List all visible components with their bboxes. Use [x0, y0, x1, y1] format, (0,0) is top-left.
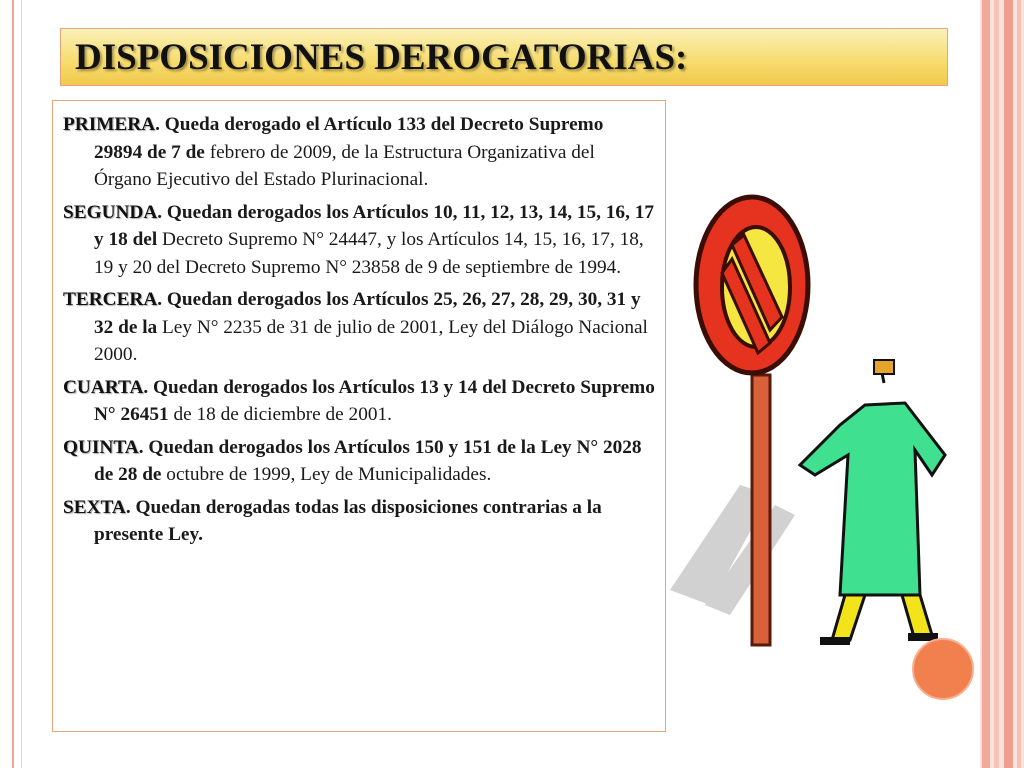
- paragraph-label: SEXTA: [63, 496, 126, 518]
- paragraph-label: QUINTA: [63, 436, 139, 458]
- paragraph-bold-text: . Quedan derogados los Artículos 150 y 151 de la Ley N° 2028 de 28 de: [94, 436, 642, 485]
- paragraph-label: PRIMERA: [63, 114, 156, 135]
- person-leg-right: [902, 595, 932, 637]
- right-decor-stripes: [980, 0, 1024, 768]
- paragraph-bold-text: . Quedan derogados los Artículos 13 y 14 del Decreto Supremo N° 26451: [94, 376, 655, 425]
- paragraph-primera: [63, 111, 655, 194]
- paragraph-normal-text: de 18 de diciembre de 2001.: [168, 404, 392, 425]
- slide-title: DISPOSICIONES DEROGATORIAS:: [75, 36, 688, 78]
- stop-sign-person-icon: [670, 185, 960, 655]
- paragraph-bold-text: . Quedan derogados los Artículos 25, 26, 27, 28, 29, 30, 31 y 32 de la: [94, 289, 641, 338]
- paragraph-segunda: [63, 199, 655, 282]
- person-leg-left: [832, 595, 865, 640]
- paragraph-label: SEGUNDA: [63, 201, 158, 223]
- paragraph-normal-text: Decreto Supremo N° 24447, y los Artículos 14, 15, 16, 17, 18, 19 y 20 del Decreto Supremo N° 23858 de 9 de septiembre de 1994.: [94, 229, 644, 278]
- person-coat: [800, 403, 945, 595]
- paragraph-bold-text: . Quedan derogadas todas las disposiciones contrarias a la presente Ley.: [94, 496, 602, 545]
- person-head: [874, 360, 894, 374]
- paragraph-normal-text: Ley N° 2235 de 31 de julio de 2001, Ley del Diálogo Nacional 2000.: [94, 316, 648, 365]
- paragraph-sexta: [63, 494, 655, 549]
- paragraph-bold-text: . Quedan derogados los Artículos 10, 11, 12, 13, 14, 15, 16, 17 y 18 del: [94, 201, 654, 250]
- articles-text-box: [52, 100, 666, 732]
- paragraph-label: CUARTA: [63, 376, 144, 398]
- decor-circle: [912, 638, 974, 700]
- paragraph-quinta: [63, 434, 655, 489]
- paragraph-normal-text: octubre de 1999, Ley de Municipalidades.: [161, 464, 492, 485]
- title-bar: [60, 28, 948, 86]
- paragraph-bold-text: . Queda derogado el Artículo 133 del Decreto Supremo 29894 de 7 de: [94, 114, 604, 163]
- paragraph-normal-text: febrero de 2009, de la Estructura Organizativa del Órgano Ejecutivo del Estado Plurinacional.: [94, 141, 595, 190]
- shadow-shape: [670, 485, 795, 615]
- paragraph-label: TERCERA: [63, 289, 158, 310]
- paragraph-tercera: [63, 286, 655, 369]
- person-foot-left: [820, 637, 850, 645]
- sign-pole: [752, 375, 770, 645]
- paragraph-cuarta: [63, 374, 655, 429]
- left-frame-line: [12, 0, 22, 768]
